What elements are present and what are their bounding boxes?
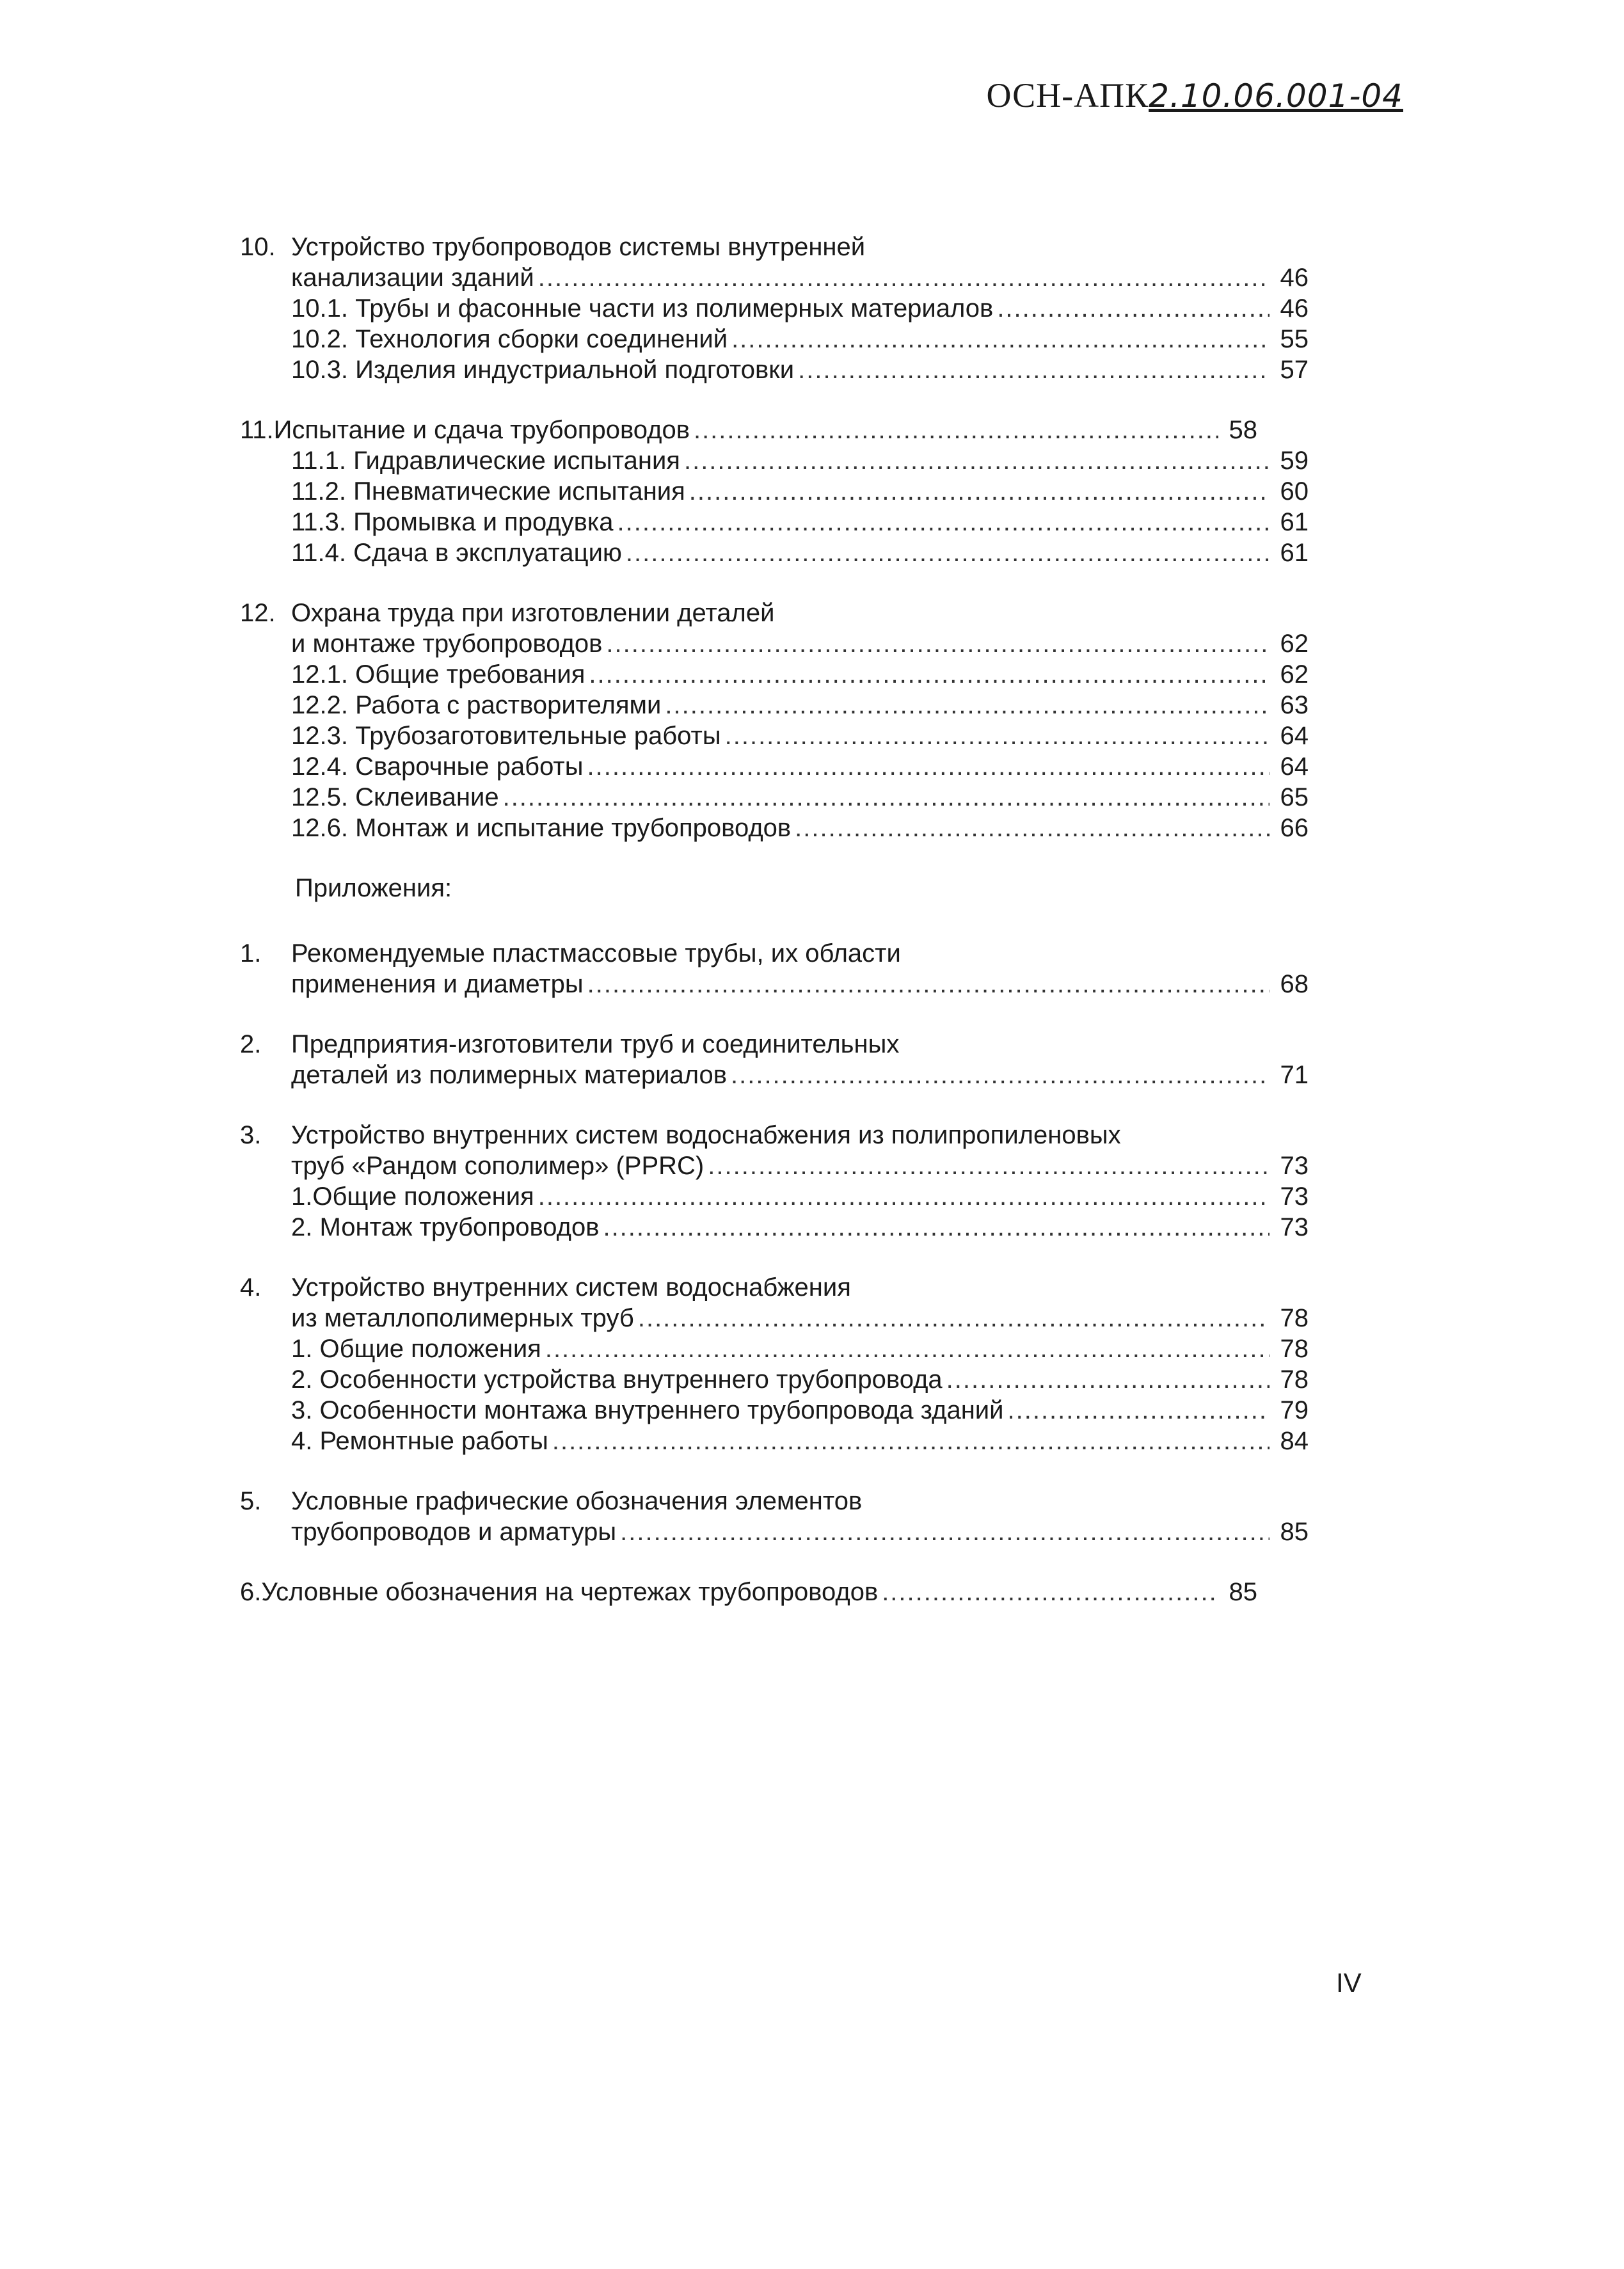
toc-section-number: 1. bbox=[240, 939, 262, 967]
toc-entry[interactable] bbox=[240, 1364, 1309, 1395]
toc-dot-leader bbox=[626, 537, 1270, 568]
toc-entry-page: 61 bbox=[1280, 539, 1309, 567]
toc-entry[interactable] bbox=[240, 1212, 1309, 1243]
toc-entry[interactable] bbox=[240, 262, 1309, 293]
document-code bbox=[986, 76, 1403, 115]
toc-entry[interactable] bbox=[240, 445, 1309, 476]
toc-entry[interactable] bbox=[240, 751, 1309, 782]
toc-section-heading bbox=[240, 1029, 1264, 1060]
toc-entry[interactable] bbox=[240, 1577, 1257, 1607]
toc-entry[interactable] bbox=[240, 476, 1309, 507]
toc-section-heading bbox=[240, 938, 1264, 969]
toc-entry[interactable] bbox=[240, 659, 1309, 690]
toc-section-number: 6. bbox=[240, 1578, 262, 1606]
toc-dot-leader bbox=[731, 1060, 1270, 1090]
toc-section-heading bbox=[240, 232, 1264, 262]
toc-entry-label: 1. Общие положения bbox=[291, 1335, 541, 1363]
toc-dot-leader bbox=[689, 476, 1270, 507]
toc-dot-leader bbox=[1007, 1395, 1270, 1426]
toc-dot-leader bbox=[684, 445, 1270, 476]
toc-dot-leader bbox=[708, 1150, 1270, 1181]
toc-entry-label: 2. Монтаж трубопроводов bbox=[291, 1213, 600, 1241]
toc-entry[interactable] bbox=[240, 782, 1309, 813]
toc-entry-page: 60 bbox=[1280, 477, 1309, 506]
toc-entry[interactable] bbox=[240, 537, 1309, 568]
toc-entry[interactable] bbox=[240, 1426, 1309, 1456]
toc-entry-page: 62 bbox=[1280, 660, 1309, 689]
toc-entry-label: Испытание и сдача трубопроводов bbox=[273, 416, 690, 444]
toc-section bbox=[240, 938, 1309, 999]
toc-entry[interactable] bbox=[240, 1150, 1309, 1181]
toc-entry-label: 4. Ремонтные работы bbox=[291, 1427, 548, 1455]
toc-entry-label: применения и диаметры bbox=[291, 970, 584, 998]
toc-entry[interactable] bbox=[240, 1395, 1309, 1426]
document-code-prefix: ОСН-АПК bbox=[986, 76, 1149, 115]
toc-section bbox=[240, 1272, 1309, 1456]
toc-dot-leader bbox=[589, 659, 1270, 690]
toc-section-number: 11. bbox=[240, 416, 274, 444]
document-code-handwritten: 2.10.06.001-04 bbox=[1149, 77, 1403, 115]
toc-section-number: 3. bbox=[240, 1121, 262, 1149]
toc-entry[interactable] bbox=[240, 1181, 1309, 1212]
toc-dot-leader bbox=[538, 262, 1270, 293]
toc-entry-label: 12.3. Трубозаготовительные работы bbox=[291, 722, 721, 750]
toc-entry[interactable] bbox=[240, 1303, 1309, 1334]
toc-entry-page: 78 bbox=[1280, 1335, 1309, 1363]
toc-dot-leader bbox=[638, 1303, 1270, 1334]
toc-entry-label: труб «Рандом сополимер» (PPRC) bbox=[291, 1152, 705, 1180]
toc-entry-label: 12.4. Сварочные работы bbox=[291, 752, 584, 781]
toc-entry-label: Условные обозначения на чертежах трубопроводов bbox=[261, 1578, 879, 1606]
toc-section-heading bbox=[240, 1120, 1264, 1150]
toc-entry[interactable] bbox=[240, 1517, 1309, 1547]
toc-section-number: 12. bbox=[240, 599, 276, 627]
toc-entry-label: 12.5. Склеивание bbox=[291, 783, 499, 811]
toc-section-number: 10. bbox=[240, 233, 276, 261]
toc-entry[interactable] bbox=[240, 969, 1309, 999]
toc-dot-leader bbox=[798, 354, 1270, 385]
toc-entry-page: 85 bbox=[1229, 1578, 1257, 1606]
toc-entry-page: 66 bbox=[1280, 814, 1309, 842]
toc-section-number: 2. bbox=[240, 1030, 262, 1058]
toc-section-title: Предприятия-изготовители труб и соединительных bbox=[291, 1030, 900, 1058]
toc-section-number: 5. bbox=[240, 1487, 262, 1515]
toc-entry-page: 63 bbox=[1280, 691, 1309, 719]
toc-dot-leader bbox=[620, 1517, 1270, 1547]
toc-entry[interactable] bbox=[240, 415, 1257, 445]
toc-dot-leader bbox=[694, 415, 1218, 445]
toc-entry[interactable] bbox=[240, 1060, 1309, 1090]
toc-entry-label: канализации зданий bbox=[291, 264, 534, 292]
toc-entry[interactable] bbox=[240, 721, 1309, 751]
toc-entry-label: 12.2. Работа с растворителями bbox=[291, 691, 662, 719]
toc-section-title: Условные графические обозначения элементов bbox=[291, 1487, 863, 1515]
toc-entry-label: 10.2. Технология сборки соединений bbox=[291, 325, 728, 353]
toc-entry-page: 58 bbox=[1229, 416, 1257, 444]
toc-dot-leader bbox=[795, 813, 1270, 843]
toc-dot-leader bbox=[725, 721, 1270, 751]
toc-entry-page: 57 bbox=[1280, 356, 1309, 384]
toc-entry-page: 73 bbox=[1280, 1152, 1309, 1180]
toc-entry-label: из металлополимерных труб bbox=[291, 1304, 634, 1332]
toc-entry-page: 71 bbox=[1280, 1061, 1309, 1089]
toc-entry[interactable] bbox=[240, 1334, 1309, 1364]
toc-section bbox=[240, 415, 1309, 568]
toc-section bbox=[240, 232, 1309, 385]
toc-entry-page: 79 bbox=[1280, 1396, 1309, 1424]
table-of-contents bbox=[240, 232, 1309, 1637]
toc-section-number: 4. bbox=[240, 1273, 262, 1302]
toc-dot-leader bbox=[997, 293, 1270, 324]
toc-dot-leader bbox=[587, 969, 1270, 999]
toc-entry-page: 78 bbox=[1280, 1365, 1309, 1394]
toc-entry-label: 10.3. Изделия индустриальной подготовки bbox=[291, 356, 795, 384]
toc-dot-leader bbox=[603, 1212, 1270, 1243]
toc-entry-label: 11.3. Промывка и продувка bbox=[291, 508, 614, 536]
toc-section-title: Устройство трубопроводов системы внутренней bbox=[291, 233, 866, 261]
toc-entry-page: 68 bbox=[1280, 970, 1309, 998]
toc-section-heading bbox=[240, 1272, 1264, 1303]
toc-entry-label: 12.6. Монтаж и испытание трубопроводов bbox=[291, 814, 792, 842]
toc-section bbox=[240, 1029, 1309, 1090]
toc-dot-leader bbox=[503, 782, 1270, 813]
toc-dot-leader bbox=[587, 751, 1270, 782]
toc-dot-leader bbox=[552, 1426, 1270, 1456]
toc-dot-leader bbox=[882, 1577, 1218, 1607]
toc-entry-label: и монтаже трубопроводов bbox=[291, 630, 603, 658]
toc-dot-leader bbox=[538, 1181, 1270, 1212]
toc-entry-page: 73 bbox=[1280, 1213, 1309, 1241]
toc-entry[interactable] bbox=[240, 354, 1309, 385]
toc-entry-page: 46 bbox=[1280, 264, 1309, 292]
toc-section bbox=[240, 1486, 1309, 1547]
toc-dot-leader bbox=[606, 628, 1270, 659]
toc-entry-label: 1.Общие положения bbox=[291, 1182, 534, 1211]
toc-entry-label: трубопроводов и арматуры bbox=[291, 1518, 617, 1546]
toc-entry-page: 62 bbox=[1280, 630, 1309, 658]
toc-dot-leader bbox=[665, 690, 1270, 721]
toc-entry-page: 64 bbox=[1280, 752, 1309, 781]
toc-entry-page: 55 bbox=[1280, 325, 1309, 353]
toc-section-heading bbox=[240, 598, 1264, 628]
toc-entry[interactable] bbox=[240, 813, 1309, 843]
toc-entry-page: 84 bbox=[1280, 1427, 1309, 1455]
toc-section-heading bbox=[240, 1486, 1264, 1517]
toc-entry[interactable] bbox=[240, 324, 1309, 354]
toc-entry-page: 46 bbox=[1280, 294, 1309, 322]
toc-section-title: Рекомендуемые пластмассовые трубы, их области bbox=[291, 939, 901, 967]
toc-section bbox=[240, 1120, 1309, 1243]
toc-entry-page: 78 bbox=[1280, 1304, 1309, 1332]
toc-entry-page: 59 bbox=[1280, 447, 1309, 475]
toc-entry-page: 85 bbox=[1280, 1518, 1309, 1546]
toc-entry-label: деталей из полимерных материалов bbox=[291, 1061, 727, 1089]
toc-entry[interactable] bbox=[240, 628, 1309, 659]
appendix-title: Приложения: bbox=[295, 874, 452, 902]
toc-dot-leader bbox=[731, 324, 1270, 354]
toc-section bbox=[240, 598, 1309, 843]
toc-dot-leader bbox=[946, 1364, 1270, 1395]
toc-entry[interactable] bbox=[240, 293, 1309, 324]
toc-entry-label: 10.1. Трубы и фасонные части из полимерных материалов bbox=[291, 294, 994, 322]
toc-entry-page: 61 bbox=[1280, 508, 1309, 536]
toc-section-title: Охрана труда при изготовлении деталей bbox=[291, 599, 775, 627]
toc-dot-leader bbox=[617, 507, 1270, 537]
toc-entry[interactable] bbox=[240, 507, 1309, 537]
toc-entry[interactable] bbox=[240, 690, 1309, 721]
toc-entry-page: 65 bbox=[1280, 783, 1309, 811]
toc-entry-page: 73 bbox=[1280, 1182, 1309, 1211]
toc-entry-label: 3. Особенности монтажа внутреннего трубопровода зданий bbox=[291, 1396, 1004, 1424]
toc-entry-label: 11.1. Гидравлические испытания bbox=[291, 447, 680, 475]
toc-entry-label: 11.2. Пневматические испытания bbox=[291, 477, 685, 506]
toc-entry-label: 12.1. Общие требования bbox=[291, 660, 585, 689]
page-number: IV bbox=[1336, 1968, 1362, 1998]
toc-entry-label: 11.4. Сдача в эксплуатацию bbox=[291, 539, 622, 567]
toc-entry-label: 2. Особенности устройства внутреннего трубопровода bbox=[291, 1365, 943, 1394]
toc-dot-leader bbox=[545, 1334, 1270, 1364]
toc-entry-page: 64 bbox=[1280, 722, 1309, 750]
toc-section-title: Устройство внутренних систем водоснабжения bbox=[291, 1273, 851, 1302]
toc-section-title: Устройство внутренних систем водоснабжения из полипропиленовых bbox=[291, 1121, 1121, 1149]
toc-section bbox=[240, 1577, 1264, 1607]
